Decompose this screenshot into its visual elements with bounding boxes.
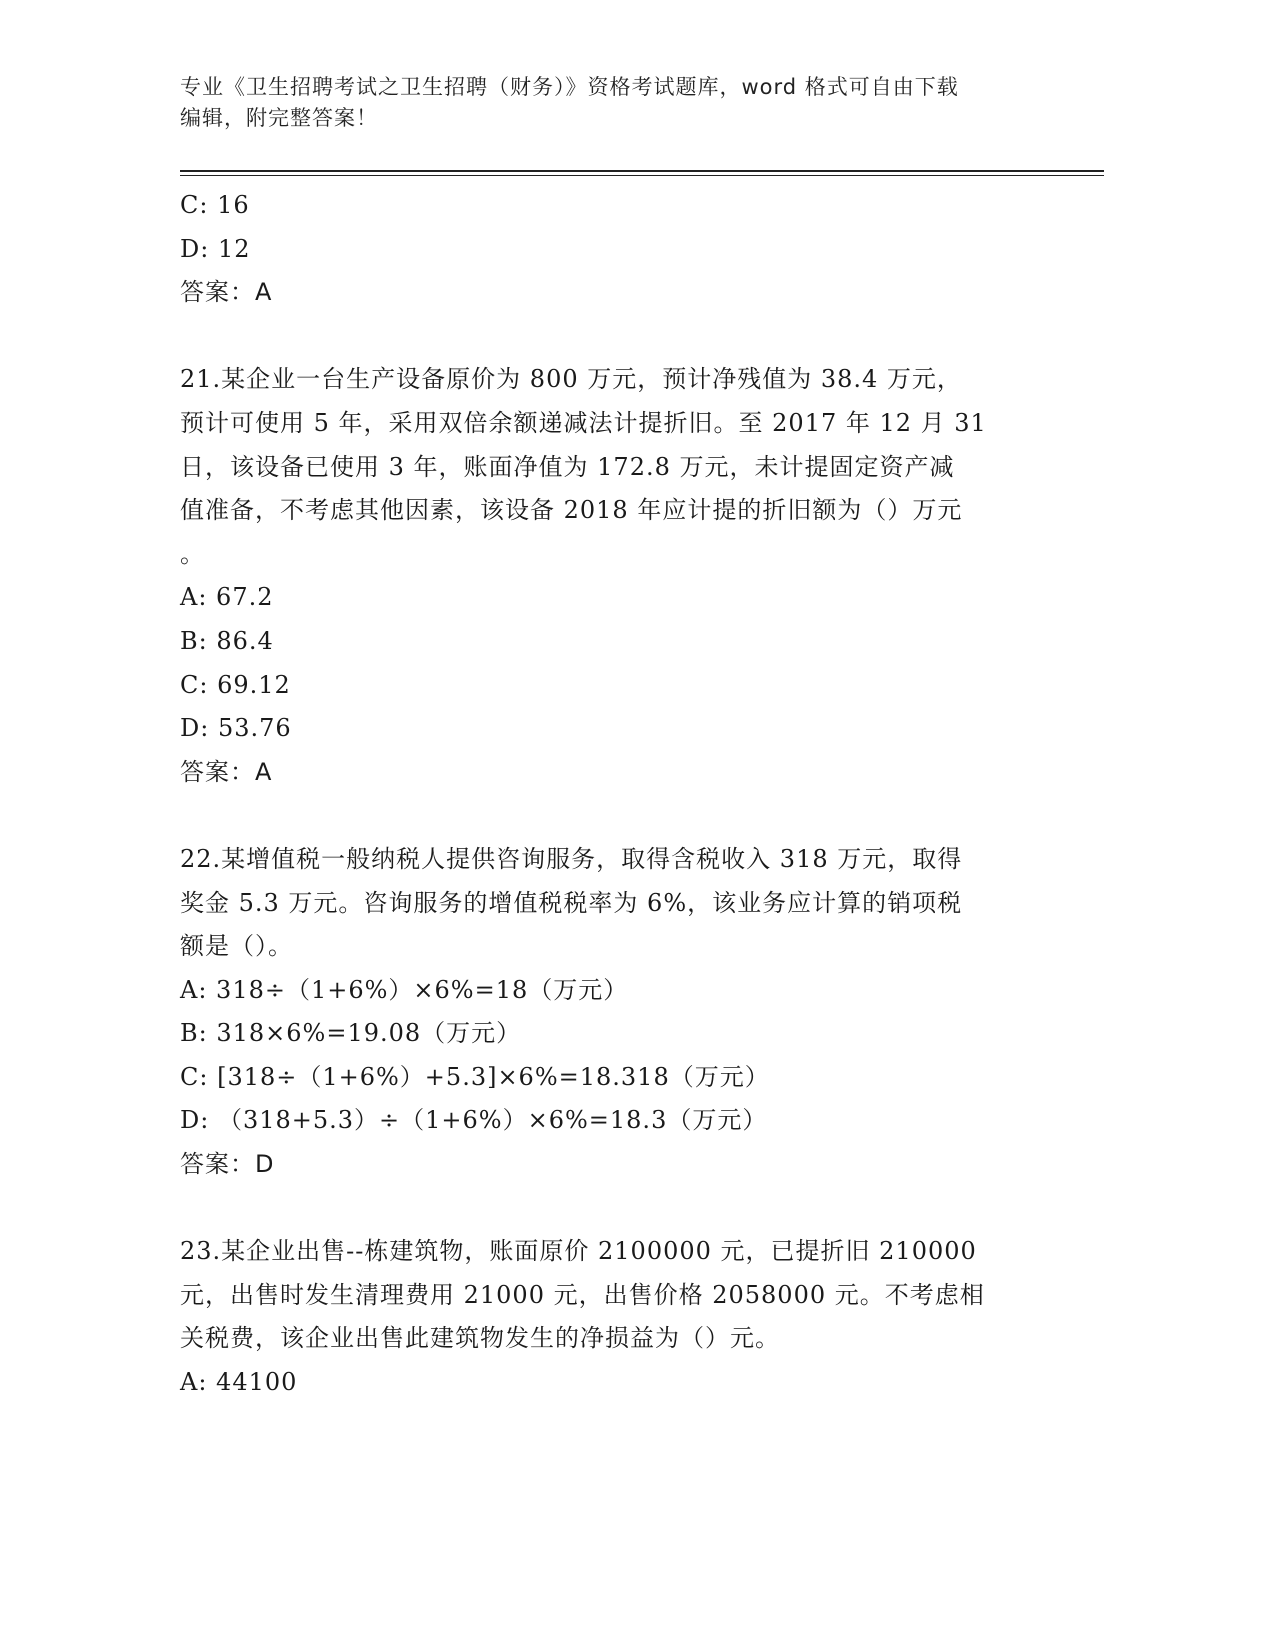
option-a: A: 67.2 [180, 583, 274, 612]
option-c: C: [318÷（1+6%）+5.3]×6%=18.318（万元） [180, 1062, 770, 1091]
answer-label: 答案：A [180, 278, 273, 307]
question-text-line: 元，出售时发生清理费用 21000 元，出售价格 2058000 元。不考虑相 [180, 1280, 985, 1309]
question-21 [180, 358, 1040, 794]
header-line-1: 专业《卫生招聘考试之卫生招聘（财务）》资格考试题库，word 格式可自由下载 [180, 75, 959, 99]
spacer [180, 315, 1040, 359]
option-b: B: 318×6%=19.08（万元） [180, 1019, 522, 1048]
answer-label: 答案：A [180, 757, 273, 786]
header-divider-thin [180, 175, 1104, 176]
answer-label: 答案：D [180, 1150, 275, 1179]
question-text-line: 日，该设备已使用 3 年，账面净值为 172.8 万元，未计提固定资产减 [180, 452, 955, 481]
question-text-line: 23.某企业出售--栋建筑物，账面原价 2100000 元，已提折旧 210000 [180, 1237, 977, 1266]
question-text-line: 21.某企业一台生产设备原价为 800 万元，预计净残值为 38.4 万元， [180, 365, 962, 394]
option-c: C: 16 [180, 191, 250, 219]
question-22 [180, 838, 1040, 1187]
option-d: D: （318+5.3）÷（1+6%）×6%=18.3（万元） [180, 1106, 768, 1135]
question-text-line: 奖金 5.3 万元。咨询服务的增值税税率为 6%，该业务应计算的销项税 [180, 888, 963, 917]
document-body [180, 184, 1040, 1405]
question-23 [180, 1230, 1040, 1404]
spacer [180, 1187, 1040, 1231]
header-line-2: 编辑，附完整答案！ [180, 106, 378, 130]
question-text-line: 值准备，不考虑其他因素，该设备 2018 年应计提的折旧额为（）万元 [180, 496, 963, 525]
option-a: A: 44100 [180, 1368, 298, 1397]
question-text-line: 额是（）。 [180, 932, 293, 961]
question-text-line: 22.某增值税一般纳税人提供咨询服务，取得含税收入 318 万元，取得 [180, 844, 963, 873]
document-header [180, 72, 1040, 134]
question-text-line: 。 [180, 539, 205, 568]
question-20-tail [180, 184, 1040, 315]
question-text-line: 关税费，该企业出售此建筑物发生的净损益为（）元。 [180, 1324, 780, 1353]
option-a: A: 318÷（1+6%）×6%=18（万元） [180, 975, 629, 1004]
option-d: D: 12 [180, 234, 251, 263]
spacer [180, 794, 1040, 838]
header-divider-thick [180, 170, 1104, 172]
option-c: C: 69.12 [180, 670, 291, 699]
option-b: B: 86.4 [180, 626, 274, 655]
question-text-line: 预计可使用 5 年，采用双倍余额递减法计提折旧。至 2017 年 12 月 31 [180, 408, 987, 437]
option-d: D: 53.76 [180, 714, 292, 743]
